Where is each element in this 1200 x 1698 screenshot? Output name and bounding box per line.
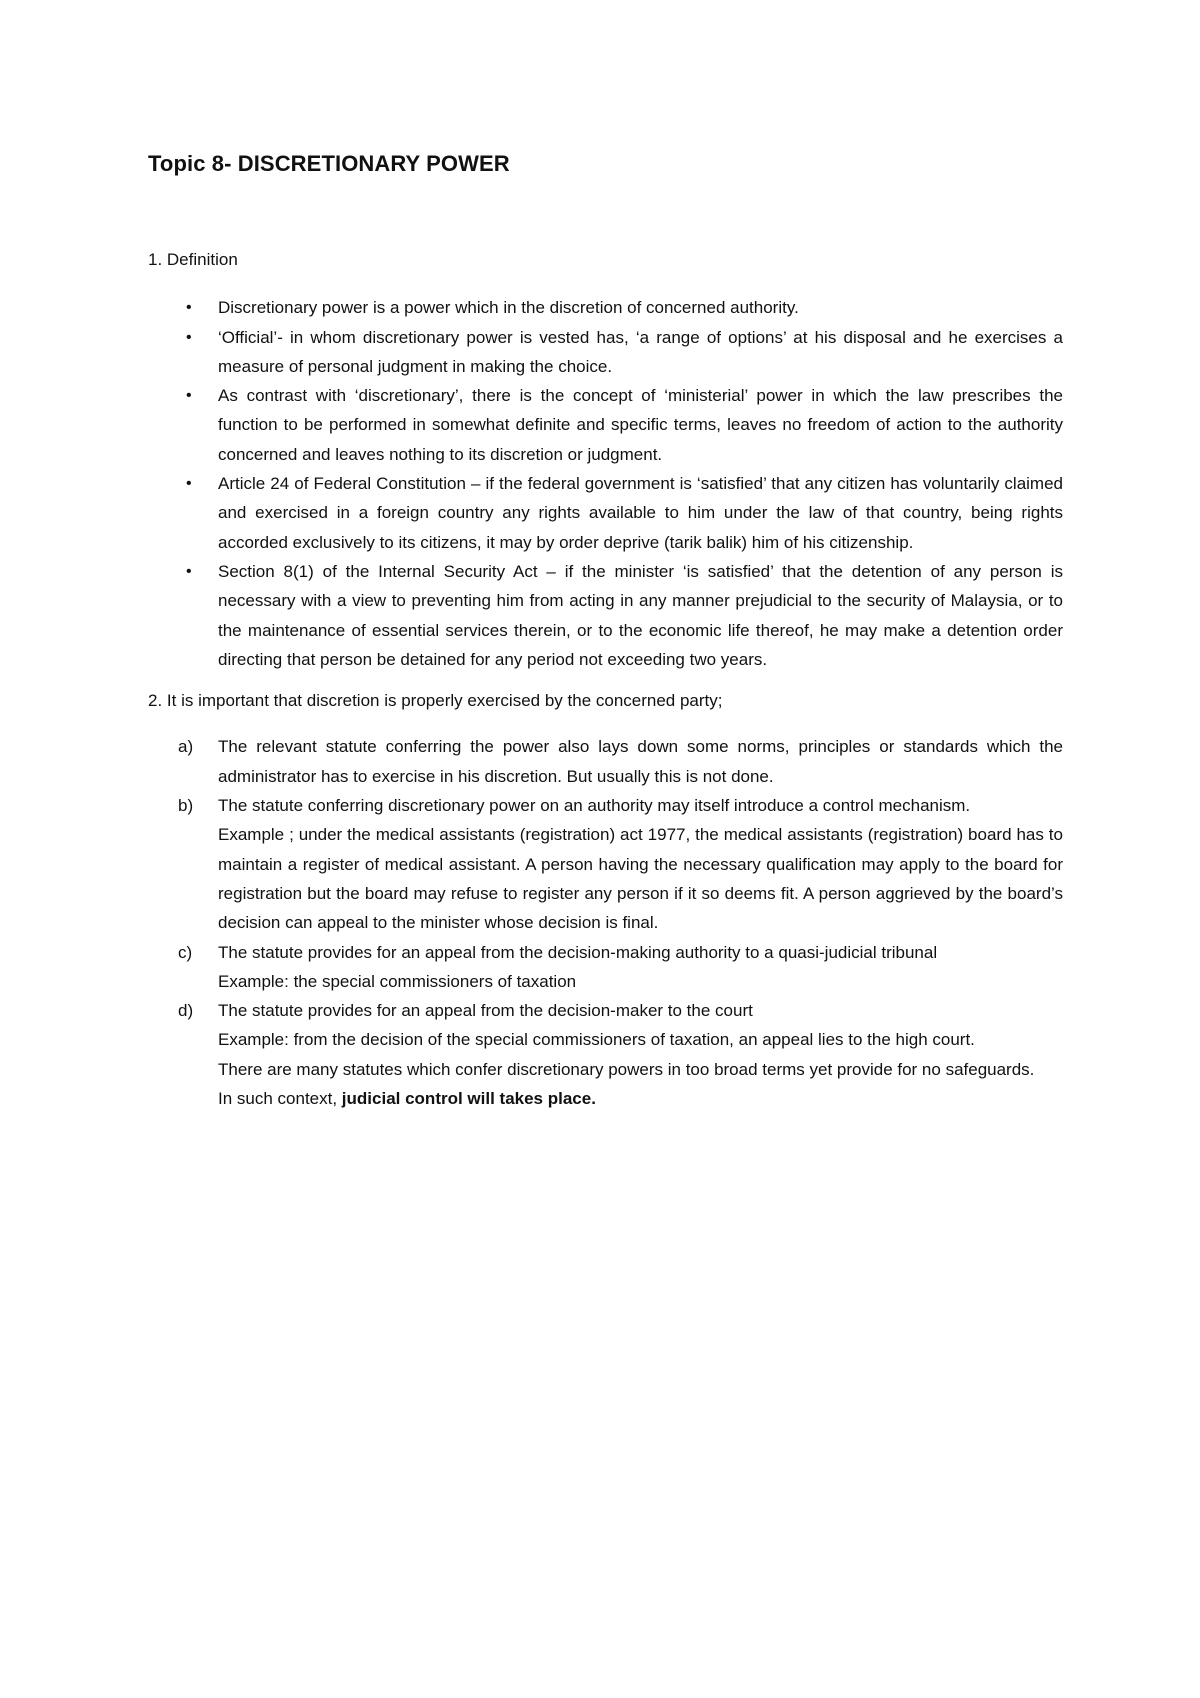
list-item-b (148, 791, 1063, 937)
bullet-dot-icon: • (186, 475, 192, 493)
list-item (148, 469, 1063, 557)
page-title: Topic 8- DISCRETIONARY POWER (148, 151, 510, 176)
list-marker: a) (178, 737, 194, 757)
list-item-text: The statute conferring discretionary power on an authority may itself introduce a control mechanism. (218, 796, 971, 816)
document-body (148, 245, 1063, 1113)
closing-prefix: In such context, (218, 1089, 342, 1109)
example-text: Example ; under the medical assistants (registration) act 1977, the medical assistants (registration) board has to maintain a register of medical assistant. A person having the necessary qualification may apply to the board for registration but the board may refuse to register any person if it so deems fit. A person aggrieved by the board’s decision can appeal to the minister whose decision is final. (218, 825, 1063, 933)
list-item (148, 557, 1063, 674)
list-marker: d) (178, 1001, 194, 1021)
list-item-text: The statute provides for an appeal from the decision-making authority to a quasi-judicial tribunal (218, 942, 938, 962)
list-item (148, 293, 1063, 322)
bullet-dot-icon: • (186, 387, 192, 405)
list-item-text: Section 8(1) of the Internal Security Act – if the minister ‘is satisfied’ that the detention of any person is necessary with a view to preventing him from acting in any manner prejudicial to the security of Malaysia, or to the maintenance of essential services therein, or to the economic life thereof, he may make a detention order directing that person be detained for any period not exceeding two years. (218, 561, 1063, 669)
list-item-a (148, 732, 1063, 791)
closing-text (218, 1084, 1063, 1113)
list-item-text: ‘Official’- in whom discretionary power is vested has, ‘a range of options’ at his disposal and he exercises a measure of personal judgment in making the choice. (218, 327, 1063, 376)
list-item (148, 381, 1063, 469)
control-mechanisms-list (148, 732, 1063, 1113)
list-item-d (148, 996, 1063, 1113)
section-1-heading: 1. Definition (148, 250, 238, 269)
bullet-dot-icon: • (186, 299, 192, 317)
list-item-text: Article 24 of Federal Constitution – if the federal government is ‘satisfied’ that any citizen has voluntarily claimed and exercised in a foreign country any rights available to him under the law of that country, being rights accorded exclusively to its citizens, it may by order deprive (tarik balik) him of his citizenship. (218, 474, 1063, 552)
list-marker: c) (178, 942, 193, 962)
list-item-text: As contrast with ‘discretionary’, there is the concept of ‘ministerial’ power in which the law prescribes the function to be performed in somewhat definite and specific terms, leaves no freedom of action to the authority concerned and leaves nothing to its discretion or judgment. (218, 386, 1063, 464)
bullet-dot-icon: • (186, 562, 192, 580)
list-item-text: The statute provides for an appeal from the decision-maker to the court (218, 1001, 753, 1021)
definition-list (148, 293, 1063, 674)
list-item-c (148, 938, 1063, 997)
list-item (148, 323, 1063, 382)
section-2-heading: 2. It is important that discretion is properly exercised by the concerned party; (148, 691, 723, 711)
example-text: Example: the special commissioners of taxation (218, 971, 577, 991)
note-text: There are many statutes which confer discretionary powers in too broad terms yet provide for no safeguards. (218, 1059, 1035, 1079)
example-text: Example: from the decision of the special commissioners of taxation, an appeal lies to the high court. (218, 1030, 975, 1050)
bullet-dot-icon: • (186, 328, 192, 346)
list-item-text: The relevant statute conferring the power also lays down some norms, principles or standards which the administrator has to exercise in his discretion. But usually this is not done. (218, 737, 1063, 786)
list-item-text: Discretionary power is a power which in the discretion of concerned authority. (218, 298, 799, 318)
list-marker: b) (178, 796, 194, 816)
closing-emphasis: judicial control will takes place. (341, 1089, 596, 1109)
